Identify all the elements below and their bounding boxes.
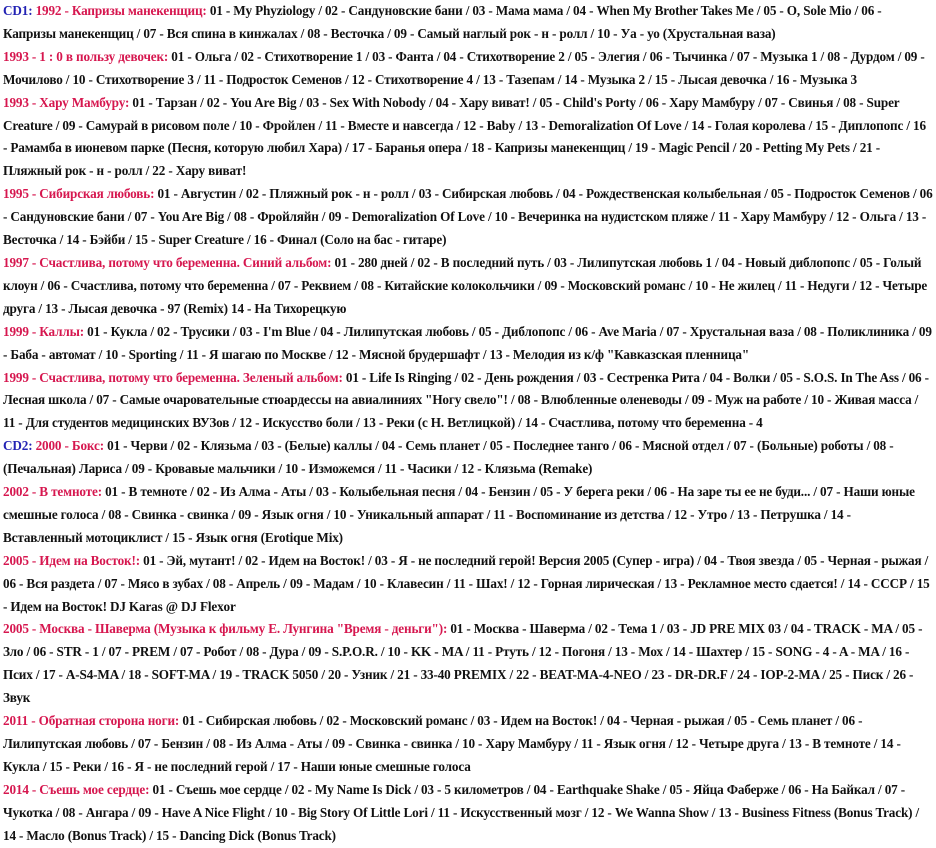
album-entry-2000-boks bbox=[3, 435, 933, 481]
album-heading: 1999 - Каллы: bbox=[3, 323, 84, 339]
album-entry-1999-zeleny bbox=[3, 367, 933, 436]
album-heading: 1993 - 1 : 0 в пользу девочек: bbox=[3, 48, 169, 64]
track-list: 01 - Сибирская любовь / 02 - Московский романс / 03 - Идем на Восток! / 04 - Черная - рыжая / 05 - Семь планет / 06 - Лилипутская любовь / 07 - Бензин / 08 - Из Алма - Аты / 09 - Свинка - свинка / 10 - Хару Мамбуру / 11 - Язык огня / 12 - Четыре друга / 13 - В темноте / 14 - Кукла / 15 - Реки / 16 - Я - не последний герой / 17 - Наши юные смешные голоса bbox=[3, 713, 901, 774]
album-entry-1999-kally bbox=[3, 321, 933, 367]
track-list: 01 - Съешь мое сердце / 02 - My Name Is Dick / 03 - 5 километров / 04 - Earthquake Shake / 05 - Яйца Фаберже / 06 - На Байкал / 07 - Чукотка / 08 - Ангара / 09 - Have A Nice Flight / 10 - Big Story Of Little Lori / 11 - Искусственный мозг / 12 - We Wanna Show / 13 - Business Fitness (Bonus Track) / 14 - Масло (Bonus Track) / 15 - Dancing Dick (Bonus Track) bbox=[3, 781, 920, 843]
track-list: 01 - Августин / 02 - Пляжный рок - н - ролл / 03 - Сибирская любовь / 04 - Рождественская колыбельная / 05 - Подросток Семенов / 06 - Сандуновские бани / 07 - You Are Big / 08 - Фройляйн / 09 - Demoralization Of Love / 10 - Вечеринка на нудистском пляже / 11 - Хару Мамбуру / 12 - Ольга / 13 - Весточка / 14 - Бэйби / 15 - Super Creature / 16 - Финал (Соло на бас - гитаре) bbox=[3, 186, 933, 248]
album-entry-2011-obratnaya bbox=[3, 710, 933, 779]
track-list: 01 - Черви / 02 - Клязьма / 03 - (Белые) каллы / 04 - Семь планет / 05 - Последнее танго / 06 - Мясной отдел / 07 - (Больные) роботы / 08 - (Печальная) Лариса / 09 - Кровавые мальчики / 10 - Изможемся / 11 - Часики / 12 - Клязьма (Remake) bbox=[3, 438, 894, 477]
album-entry-1997-siniy bbox=[3, 252, 933, 321]
track-list: 01 - Тарзан / 02 - You Are Big / 03 - Sex With Nobody / 04 - Хару виват! / 05 - Child's Porty / 06 - Хару Мамбуру / 07 - Свинья / 08 - Super Creature / 09 - Самурай в рисовом поле / 10 - Фройлен / 11 - Вместе и навсегда / 12 - Baby / 13 - Demoralization Of Love / 14 - Голая королева / 15 - Диплопопс / 16 - Рамамба в июневом парке (Песня, которую любил Хара) / 17 - Баранья опера / 18 - Капризы манекенщиц / 19 - Magic Pencil / 20 - Petting My Pets / 21 - Пляжный рок - н - ролл / 22 - Хару виват! bbox=[3, 94, 926, 179]
album-heading: 2005 - Москва - Шаверма (Музыка к фильму Е. Лунгина "Время - деньги"): bbox=[3, 621, 448, 637]
track-list: 01 - В темноте / 02 - Из Алма - Аты / 03 - Колыбельная песня / 04 - Бензин / 05 - У берега реки / 06 - На заре ты ее не буди... / 07 - Наши юные смешные голоса / 08 - Свинка - свинка / 09 - Язык огня / 10 - Уникальный аппарат / 11 - Воспоминание из детства / 12 - Утро / 13 - Петрушка / 14 - Вставленный мотоциклист / 15 - Язык огня (Erotique Mix) bbox=[3, 484, 915, 545]
album-heading: 2011 - Обратная сторона ноги: bbox=[3, 713, 180, 729]
album-entry-2014-sheshmoe bbox=[3, 779, 933, 848]
album-heading: 1997 - Счастлива, потому что беременна. Синий альбом: bbox=[3, 254, 332, 270]
album-entry-1993-haru bbox=[3, 92, 933, 184]
track-list: 01 - My Phyziology / 02 - Сандуновские бани / 03 - Мама мама / 04 - When My Brother Takes Me / 05 - O, Sole Mio / 06 - Капризы манекенщиц / 07 - Вся спина в кинжалах / 08 - Весточка / 09 - Самый наглый рок - н - ролл / 10 - Уа - уо (Хрустальная ваза) bbox=[3, 3, 882, 41]
album-entry-1995-sibirskaya bbox=[3, 183, 933, 252]
album-entry-2005-shaverma bbox=[3, 618, 933, 710]
album-heading: 1992 - Капризы манекенщиц: bbox=[32, 3, 207, 18]
album-entry-1992-kaprizy bbox=[3, 0, 933, 46]
album-heading: 2005 - Идем на Восток!: bbox=[3, 552, 140, 568]
track-list: 01 - Life Is Ringing / 02 - День рождения / 03 - Сестренка Рита / 04 - Волки / 05 - S.O.S. In The Ass / 06 - Лесная школа / 07 - Самые очаровательные стюардессы на авиалиниях "Ногу свело"! / 08 - Влюбленные оленеводы / 09 - Муж на работе / 10 - Живая масса / 11 - Для студентов медицинских ВУЗов / 12 - Искусство боли / 13 - Реки (с Н. Ветлицкой) / 14 - Счастлива, потому что беременна - 4 bbox=[3, 369, 929, 431]
album-entry-2002-v-temnote bbox=[3, 481, 933, 550]
album-heading: 2002 - В темноте: bbox=[3, 484, 102, 500]
track-list: 01 - Эй, мутант! / 02 - Идем на Восток! / 03 - Я - не последний герой! Версия 2005 (Супер - игра) / 04 - Твоя звезда / 05 - Черная - рыжая / 06 - Вся раздета / 07 - Мясо в зубах / 08 - Апрель / 09 - Мадам / 10 - Клавесин / 11 - Шах! / 12 - Горная лирическая / 13 - Рекламное место сдается! / 14 - СССР / 15 - Идем на Восток! DJ Karas @ DJ Flexor bbox=[3, 552, 930, 614]
album-heading: 2000 - Бокс: bbox=[32, 438, 104, 454]
track-list: 01 - 280 дней / 02 - В последний путь / 03 - Лилипутская любовь 1 / 04 - Новый диблопопс / 05 - Голый клоун / 06 - Счастлива, потому что беременна / 07 - Реквием / 08 - Китайские колокольчики / 09 - Московский романс / 10 - Не жилец / 11 - Недуги / 12 - Четыре друга / 13 - Лысая девочка - 97 (Remix) 14 - На Тихорецкую bbox=[3, 254, 928, 316]
track-list: 01 - Москва - Шаверма / 02 - Тема 1 / 03 - JD PRE MIX 03 / 04 - TRACK - MA / 05 - Зло / 06 - STR - 1 / 07 - PREM / 07 - Робот / 08 - Дура / 09 - S.P.O.R. / 10 - KK - MA / 11 - Ртуть / 12 - Погоня / 13 - Мох / 14 - Шахтер / 15 - SONG - 4 - A - MA / 16 - Псих / 17 - A-S4-MA / 18 - SOFT-MA / 19 - TRACK 5050 / 20 - Узник / 21 - 33-40 PREMIX / 22 - BEAT-MA-4-NEO / 23 - DR-DR.F / 24 - IOP-2-MA / 25 - Писк / 26 - Звук bbox=[3, 621, 923, 706]
track-list: 01 - Ольга / 02 - Стихотворение 1 / 03 - Фанта / 04 - Стихотворение 2 / 05 - Элегия / 06 - Тычинка / 07 - Музыка 1 / 08 - Дурдом / 09 - Мочилово / 10 - Стихотворение 3 / 11 - Подросток Семенов / 12 - Стихотворение 4 / 13 - Тазепам / 14 - Музыка 2 / 15 - Лысая девочка / 16 - Музыка 3 bbox=[3, 48, 925, 87]
album-entry-2005-idem bbox=[3, 550, 933, 619]
album-heading: 1999 - Счастлива, потому что беременна. Зеленый альбом: bbox=[3, 369, 343, 385]
album-entry-1993-1-0 bbox=[3, 46, 933, 92]
cd-label: CD2: bbox=[3, 438, 33, 454]
album-heading: 2014 - Съешь мое сердце: bbox=[3, 781, 150, 797]
cd-label: CD1: bbox=[3, 3, 33, 18]
track-list: 01 - Кукла / 02 - Трусики / 03 - I'm Blue / 04 - Лилипутская любовь / 05 - Диблопопс / 06 - Ave Maria / 07 - Хрустальная ваза / 08 - Поликлиника / 09 - Баба - автомат / 10 - Sporting / 11 - Я шагаю по Москве / 12 - Мясной брудершафт / 13 - Мелодия из к/ф "Кавказская пленница" bbox=[3, 323, 932, 362]
album-heading: 1995 - Сибирская любовь: bbox=[3, 186, 155, 202]
album-heading: 1993 - Хару Мамбуру: bbox=[3, 94, 130, 110]
